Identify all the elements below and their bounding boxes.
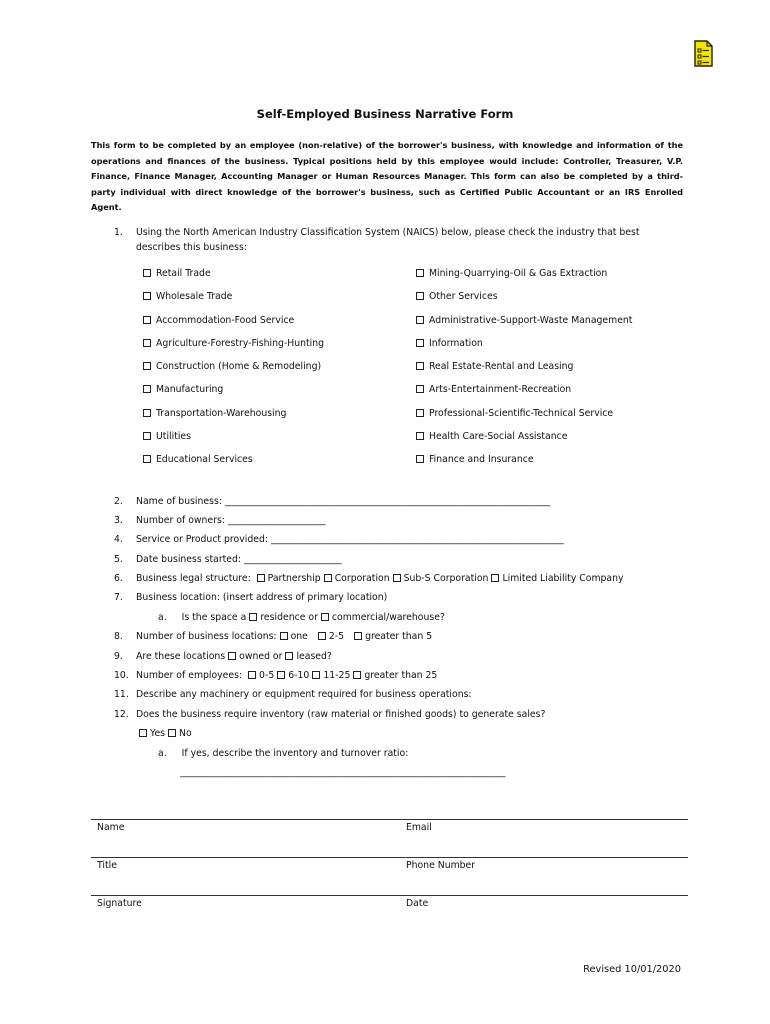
checkbox[interactable]	[312, 671, 320, 679]
industry-list-right	[416, 268, 632, 477]
checkbox[interactable]	[143, 362, 151, 370]
option-owned: owned or	[239, 651, 283, 662]
question-label: Number of employees:	[136, 670, 246, 681]
owners-count-field[interactable]: _____________________	[227, 515, 326, 526]
question-label: Name of business:	[136, 496, 225, 507]
title-label: Title	[97, 860, 117, 871]
checkbox[interactable]	[143, 409, 151, 417]
industry-option[interactable]: Mining-Quarrying-Oil & Gas Extraction	[416, 268, 632, 291]
checkbox[interactable]	[393, 574, 401, 582]
industry-option[interactable]: Agriculture-Forestry-Fishing-Hunting	[143, 338, 324, 361]
checkbox[interactable]	[416, 339, 424, 347]
question-number: 6.	[114, 573, 123, 584]
question-label: Describe any machinery or equipment required for business operations:	[136, 689, 472, 700]
option-corporation: Corporation	[334, 573, 390, 584]
question-number: 11.	[114, 689, 129, 700]
question-label: If yes, describe the inventory and turnover ratio:	[181, 748, 409, 759]
option-greater-than-25: greater than 25	[364, 670, 438, 681]
sub-question-letter: a.	[158, 612, 167, 623]
question-number: 2.	[114, 496, 123, 507]
industry-option[interactable]: Construction (Home & Remodeling)	[143, 361, 324, 384]
question-label: Business location: (insert address of primary location)	[136, 592, 388, 603]
question-number: 10.	[114, 670, 129, 681]
checkbox[interactable]	[143, 455, 151, 463]
question-12-options	[139, 728, 192, 739]
checkbox[interactable]	[143, 292, 151, 300]
option-leased: leased?	[296, 651, 332, 662]
question-number: 12.	[114, 709, 129, 720]
checkbox[interactable]	[416, 385, 424, 393]
option-2-5: 2-5	[328, 631, 345, 642]
checkbox[interactable]	[277, 671, 285, 679]
checkbox[interactable]	[491, 574, 499, 582]
inventory-description-field[interactable]: ______________________________________________________________________	[180, 767, 506, 778]
checkbox[interactable]	[143, 385, 151, 393]
industry-option[interactable]: Professional-Scientific-Technical Service	[416, 408, 632, 431]
revision-date: Revised 10/01/2020	[583, 964, 681, 975]
question-label: Date business started:	[136, 554, 245, 565]
checkbox[interactable]	[416, 455, 424, 463]
form-instructions: This form to be completed by an employee (non-relative) of the borrower's business, with knowledge and information of the operations and finances of the business. Typical positions held by this employee would include: Controller, Treasurer, V.P. Finance, Finance Manager, Accounting Manager or Human Resources Manager. This form can also be completed by a third-party individual with direct knowledge of the borrower's business, such as Certified Public Accountant or an IRS Enrolled Agent.	[91, 140, 683, 213]
industry-option[interactable]: Accommodation-Food Service	[143, 315, 324, 338]
divider	[91, 819, 688, 820]
checkbox[interactable]	[324, 574, 332, 582]
industry-option[interactable]: Information	[416, 338, 632, 361]
option-no: No	[179, 728, 192, 739]
industry-option[interactable]: Educational Services	[143, 454, 324, 477]
option-partnership: Partnership	[267, 573, 321, 584]
industry-option[interactable]: Retail Trade	[143, 268, 324, 291]
service-product-field[interactable]: _______________________________________________________________	[270, 534, 564, 545]
checkbox[interactable]	[139, 729, 147, 737]
question-label: Is the space a	[181, 612, 247, 623]
industry-option[interactable]: Manufacturing	[143, 384, 324, 407]
industry-option[interactable]: Arts-Entertainment-Recreation	[416, 384, 632, 407]
option-yes: Yes	[150, 728, 166, 739]
question-number: 1.	[114, 227, 123, 238]
option-greater-than-5: greater than 5	[365, 631, 433, 642]
option-residence: residence or	[260, 612, 318, 623]
option-commercial: commercial/warehouse?	[331, 612, 445, 623]
phone-number-label: Phone Number	[406, 860, 476, 871]
question-12a	[158, 748, 408, 759]
checkbox[interactable]	[257, 574, 265, 582]
checkbox[interactable]	[248, 671, 256, 679]
name-label: Name	[97, 822, 125, 833]
checkbox[interactable]	[416, 269, 424, 277]
question-number: 3.	[114, 515, 123, 526]
option-one: one	[290, 631, 308, 642]
industry-option[interactable]: Real Estate-Rental and Leasing	[416, 361, 632, 384]
divider	[91, 895, 688, 896]
checkbox[interactable]	[416, 362, 424, 370]
business-name-field[interactable]: ______________________________________________________________________	[224, 496, 551, 507]
question-number: 5.	[114, 554, 123, 565]
industry-option[interactable]: Administrative-Support-Waste Management	[416, 315, 632, 338]
form-title: Self-Employed Business Narrative Form	[256, 107, 514, 121]
question-text: Using the North American Industry Classification System (NAICS) below, please check the industry that best describes this business:	[136, 227, 640, 253]
option-0-5: 0-5	[259, 670, 275, 681]
checkbox[interactable]	[168, 729, 176, 737]
industry-option[interactable]: Utilities	[143, 431, 324, 454]
signature-label: Signature	[97, 898, 142, 909]
checkbox[interactable]	[321, 613, 329, 621]
checkbox[interactable]	[143, 339, 151, 347]
checkbox[interactable]	[285, 652, 293, 660]
checkbox[interactable]	[354, 632, 362, 640]
option-sub-s-corporation: Sub-S Corporation	[403, 573, 489, 584]
question-number: 7.	[114, 592, 123, 603]
industry-option[interactable]: Wholesale Trade	[143, 291, 324, 314]
checkbox[interactable]	[416, 316, 424, 324]
checkbox[interactable]	[353, 671, 361, 679]
option-11-25: 11-25	[323, 670, 351, 681]
checkbox[interactable]	[143, 432, 151, 440]
checkbox[interactable]	[143, 316, 151, 324]
document-list-icon	[692, 40, 714, 68]
question-label: Service or Product provided:	[136, 534, 271, 545]
checkbox[interactable]	[318, 632, 326, 640]
question-label: Are these locations	[136, 651, 226, 662]
checkbox[interactable]	[249, 613, 257, 621]
date-label: Date	[406, 898, 429, 909]
checkbox[interactable]	[416, 409, 424, 417]
checkbox[interactable]	[143, 269, 151, 277]
industry-option[interactable]: Finance and Insurance	[416, 454, 632, 477]
date-started-field[interactable]: _____________________	[244, 554, 342, 565]
sub-question-letter: a.	[158, 748, 167, 759]
question-label: Number of owners:	[136, 515, 228, 526]
checkbox[interactable]	[228, 652, 236, 660]
question-label: Number of business locations:	[136, 631, 277, 642]
question-7a	[158, 612, 445, 623]
checkbox[interactable]	[416, 292, 424, 300]
industry-option[interactable]: Transportation-Warehousing	[143, 408, 324, 431]
option-6-10: 6-10	[288, 670, 310, 681]
industry-option[interactable]: Health Care-Social Assistance	[416, 431, 632, 454]
question-label: Does the business require inventory (raw material or finished goods) to generate sales?	[136, 709, 546, 720]
question-number: 9.	[114, 651, 123, 662]
question-number: 8.	[114, 631, 123, 642]
industry-list-left	[143, 268, 324, 477]
checkbox[interactable]	[280, 632, 288, 640]
industry-option[interactable]: Other Services	[416, 291, 632, 314]
divider	[91, 857, 688, 858]
option-llc: Limited Liability Company	[502, 573, 624, 584]
question-number: 4.	[114, 534, 123, 545]
question-label: Business legal structure:	[136, 573, 254, 584]
email-label: Email	[406, 822, 432, 833]
checkbox[interactable]	[416, 432, 424, 440]
